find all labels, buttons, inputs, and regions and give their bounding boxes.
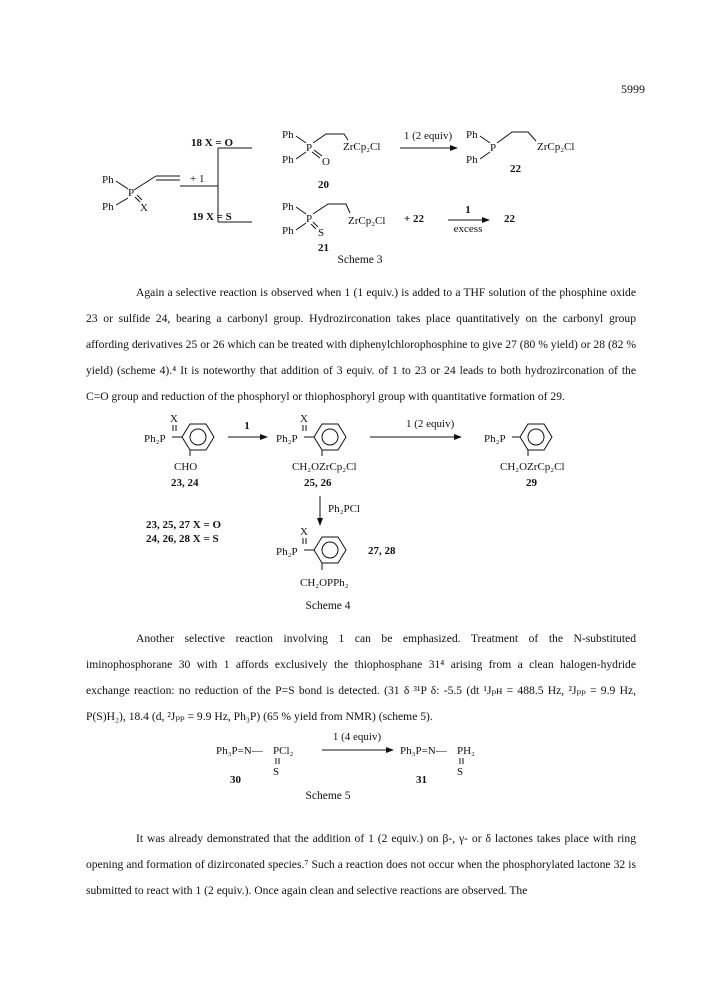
paragraph-3 (86, 826, 636, 904)
c20-o: O (322, 156, 330, 168)
arrow-head (260, 434, 268, 440)
reactant-left: Ph₃P=N— (216, 745, 263, 757)
reactant-s: S (273, 766, 280, 778)
c22-ph-bottom: Ph (466, 154, 478, 166)
plus-1: + 1 (190, 173, 205, 185)
paragraph-2 (86, 626, 636, 730)
reactant-label-30: 30 (230, 774, 241, 786)
start-x: X (140, 202, 148, 214)
plus-22: + 22 (404, 213, 425, 225)
substituent-27-28: CH₂OPPh₂ (300, 577, 349, 589)
benzene-ring (182, 424, 214, 450)
bond (296, 207, 306, 214)
ph2p-label: Ph₂P (144, 433, 166, 445)
start-ph-bottom: Ph (102, 201, 114, 213)
c22-zr: ZrCp₂Cl (537, 141, 575, 153)
bond (296, 223, 306, 230)
c20-zr: ZrCp₂Cl (343, 141, 381, 153)
benzene-ring (314, 537, 346, 563)
ph2p-label: Ph₂P (276, 546, 298, 558)
product-s: S (457, 766, 464, 778)
scheme-3-diagram (0, 0, 720, 260)
aromatic-circle (528, 429, 544, 445)
arrow-head (482, 217, 490, 223)
c20-p: P (306, 142, 313, 154)
chain (313, 204, 350, 214)
label-25-26: 25, 26 (304, 477, 332, 489)
arrow-head (317, 518, 323, 526)
aromatic-circle (322, 542, 338, 558)
product-22: 22 (504, 213, 515, 225)
legend-line-1: 23, 25, 27 X = O (146, 519, 222, 531)
arrow-bottom-label-bottom: excess (453, 223, 483, 235)
paragraph-1-text: Again a selective reaction is observed when 1 (1 equiv.) is added to a THF solution of the phosphine oxide 23 or sulfide 24, bearing a carbonyl group. Hydrozirconation takes place quantitatively on the carbonyl group affording derivatives 25 or 26 which can be treated with diphenylchlorophosphine to give 27 (80 % yield) or 28 (82 % yield) (scheme 4).⁴ It is noteworthy that addition of 3 equiv. of 1 to 23 or 24 leads to both hydrozirconation of the C=O group and reduction of the phosphoryl or thiophosphoryl group with quantitative formation of 29. (86, 286, 636, 403)
ph2p-label: Ph₂P (484, 433, 506, 445)
paragraph-1 (86, 280, 636, 410)
cho-label: CHO (174, 461, 198, 473)
product-label-31: 31 (416, 774, 427, 786)
bond (134, 176, 156, 190)
scheme-4-caption: Scheme 4 (305, 600, 351, 612)
c20-label: 20 (318, 179, 329, 191)
branch-bottom-label: 19 X = S (192, 211, 232, 223)
c21-zr: ZrCp₂Cl (348, 215, 386, 227)
product-ph2: PH₂ (457, 745, 475, 757)
scheme-5-arrow-label: 1 (4 equiv) (332, 731, 382, 743)
x-label: X (300, 526, 308, 538)
reactant-pcl2: PCl₂ (273, 745, 294, 757)
c22-label: 22 (510, 163, 521, 175)
legend-line-2: 24, 26, 28 X = S (146, 533, 219, 545)
c20-ph-bottom: Ph (282, 154, 294, 166)
substituent-29: CH₂OZrCp₂Cl (500, 461, 565, 473)
arrow-head (454, 434, 462, 440)
scheme-5-caption: Scheme 5 (305, 790, 351, 802)
bond (312, 152, 320, 158)
bond (480, 136, 490, 143)
c21-label: 21 (318, 242, 329, 254)
aromatic-circle (322, 429, 338, 445)
bond (116, 198, 128, 205)
arrow-2-label: 1 (2 equiv) (406, 418, 455, 430)
bond (480, 152, 490, 159)
arrow-top-label: 1 (2 equiv) (403, 130, 453, 142)
substituent-25-26: CH₂OZrCp₂Cl (292, 461, 357, 473)
c22-ph-top: Ph (466, 129, 478, 141)
page-number: 5999 (621, 82, 645, 96)
bond (296, 136, 306, 143)
ph2p-label: Ph₂P (276, 433, 298, 445)
label-23-24: 23, 24 (171, 477, 199, 489)
bond (116, 181, 128, 189)
scheme-4-diagram (0, 412, 720, 632)
arrow-bottom-label-top: 1 (465, 204, 471, 216)
c21-ph-top: Ph (282, 201, 294, 213)
chain (497, 132, 536, 143)
c21-s: S (318, 227, 325, 239)
scheme-3-caption: Scheme 3 (337, 254, 383, 266)
label-27-28: 27, 28 (368, 545, 396, 557)
benzene-ring (520, 424, 552, 450)
arrow-1-label: 1 (244, 420, 250, 432)
c20-ph-top: Ph (282, 129, 294, 141)
c22-p: P (490, 142, 497, 154)
paragraph-2-text: Another selective reaction involving 1 can be emphasized. Treatment of the N-substituted iminophosphorane 30 with 1 affords exclusively the thiophosphane 31⁴ arising from a clean halogen-hydride exchange reaction: no reduction of the P=S bond is detected. (31 δ ³¹P δ: -5.5 (dt ¹Jₚʜ = 488.5 Hz, ²Jₚₚ = 9.9 Hz, P(S)H₂), 18.4 (d, ²Jₚₚ = 9.9 Hz, Ph₃P) (65 % yield from NMR) (scheme 5). (86, 632, 636, 723)
product-left: Ph₃P=N— (400, 745, 447, 757)
paragraph-3-text: It was already demonstrated that the addition of 1 (2 equiv.) on β-, γ- or δ lactones takes place with ring opening and formation of dizirconated species.⁷ Such a reaction does not occur when the phosphorylated lactone 32 is submitted to react with 1 (2 equiv.). Once again clean and selective reactions are observed. The (86, 832, 636, 897)
arrow-head (450, 145, 458, 151)
start-ph-top: Ph (102, 174, 114, 186)
bond (296, 152, 306, 159)
c21-p: P (306, 213, 313, 225)
x-label: X (170, 413, 178, 425)
aromatic-circle (190, 429, 206, 445)
x-label: X (300, 413, 308, 425)
branch-top-label: 18 X = O (190, 137, 234, 149)
arrow-head (386, 747, 394, 753)
c21-ph-bottom: Ph (282, 225, 294, 237)
start-p: P (128, 187, 135, 199)
label-29: 29 (526, 477, 537, 489)
bond (314, 150, 322, 156)
arrow-down-label: Ph₂PCl (328, 503, 360, 515)
benzene-ring (314, 424, 346, 450)
scheme-5-diagram (0, 728, 720, 788)
